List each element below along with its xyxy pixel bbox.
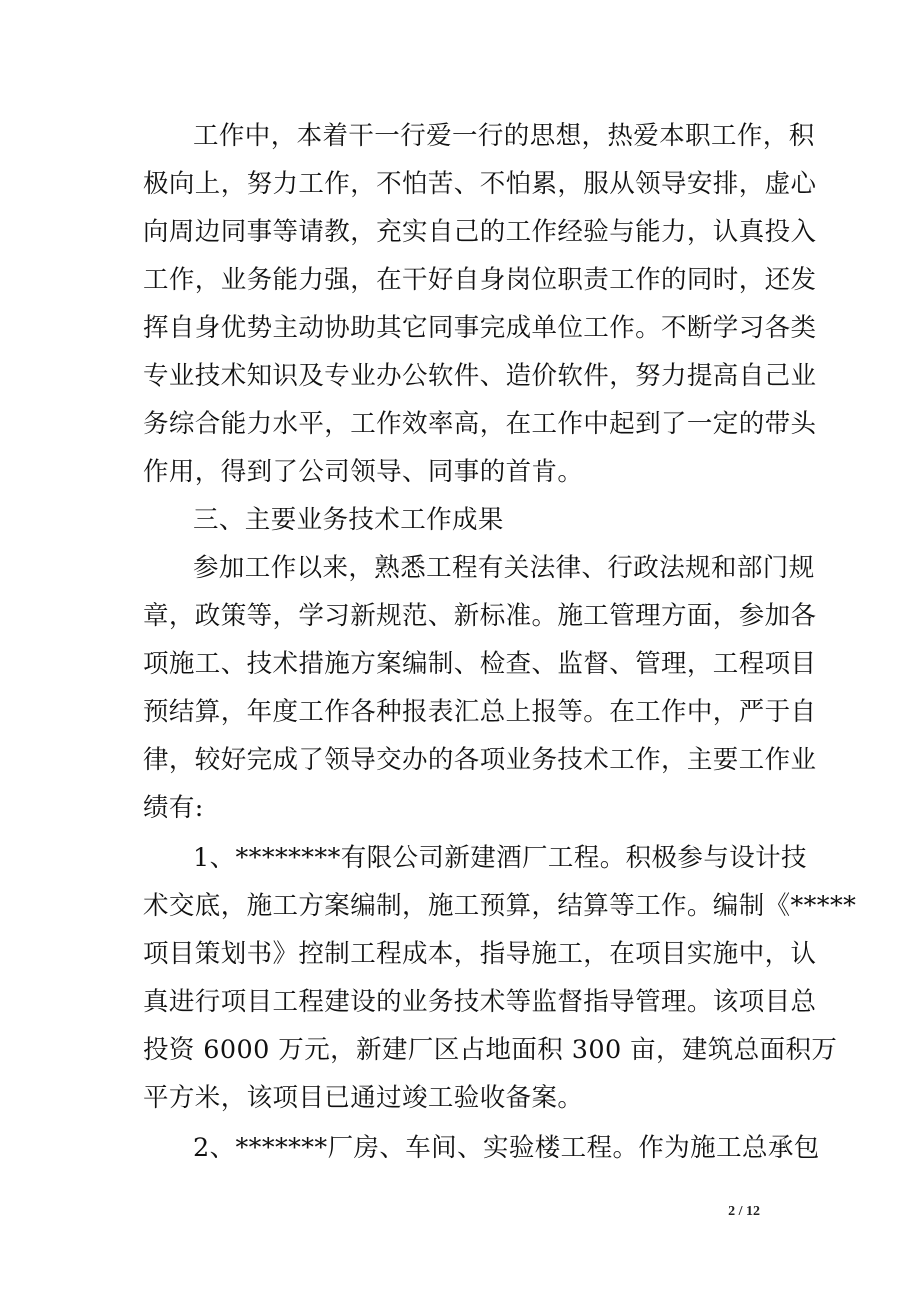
list-item-line: 2、*******厂房、车间、实验楼工程。作为施工总承包	[193, 1133, 820, 1163]
paragraph-line: 工作，业务能力强，在干好自身岗位职责工作的同时，还发	[143, 265, 817, 295]
list-item-line: 术交底，施工方案编制，施工预算，结算等工作。编制《*****	[143, 891, 857, 921]
paragraph-line: 工作中，本着干一行爱一行的思想，热爱本职工作，积	[193, 121, 815, 151]
paragraph-line: 挥自身优势主动协助其它同事完成单位工作。不断学习各类	[143, 313, 817, 343]
section-heading: 三、主要业务技术工作成果	[193, 505, 504, 535]
paragraph-line: 章，政策等，学习新规范、新标准。施工管理方面，参加各	[143, 601, 817, 631]
paragraph-line: 专业技术知识及专业办公软件、造价软件，努力提高自己业	[143, 361, 817, 391]
list-item-line: 真进行项目工程建设的业务技术等监督指导管理。该项目总	[143, 987, 817, 1017]
paragraph-line: 极向上，努力工作，不怕苦、不怕累，服从领导安排，虚心	[143, 169, 817, 199]
list-item-line: 平方米，该项目已通过竣工验收备案。	[143, 1083, 584, 1113]
paragraph-line: 向周边同事等请教，充实自己的工作经验与能力，认真投入	[143, 217, 817, 247]
list-item-line: 投资 6000 万元，新建厂区占地面积 300 亩，建筑总面积万	[143, 1035, 838, 1065]
list-item-line: 1、********有限公司新建酒厂工程。积极参与设计技	[193, 843, 807, 873]
paragraph-line: 项施工、技术措施方案编制、检查、监督、管理，工程项目	[143, 649, 817, 679]
paragraph-line: 参加工作以来，熟悉工程有关法律、行政法规和部门规	[193, 553, 815, 583]
list-item-line: 项目策划书》控制工程成本，指导施工，在项目实施中，认	[143, 939, 817, 969]
paragraph-line: 务综合能力水平，工作效率高，在工作中起到了一定的带头	[143, 409, 817, 439]
page-number: 2 / 12	[728, 1204, 760, 1219]
paragraph-line: 绩有:	[143, 793, 204, 823]
paragraph-line: 预结算，年度工作各种报表汇总上报等。在工作中，严于自	[143, 697, 817, 727]
paragraph-line: 律，较好完成了领导交办的各项业务技术工作，主要工作业	[143, 745, 817, 775]
paragraph-line: 作用，得到了公司领导、同事的首肯。	[143, 457, 584, 487]
